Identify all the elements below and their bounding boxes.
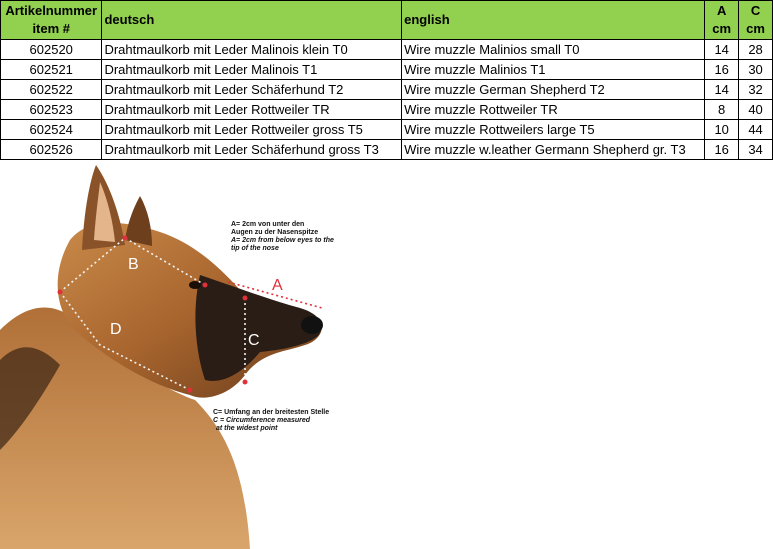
note-c-line1: C= Umfang an der breitesten Stelle bbox=[213, 409, 330, 416]
table-row bbox=[1, 40, 773, 60]
note-a-line4: tip of the nose bbox=[231, 245, 279, 252]
cell-german: Drahtmaulkorb mit Leder Schäferhund T2 bbox=[102, 80, 402, 100]
cell-english: Wire muzzle w.leather Germann Shepherd gr. T3 bbox=[402, 140, 705, 160]
cell-a: 14 bbox=[705, 80, 739, 100]
header-a-line1: A bbox=[716, 3, 727, 18]
cell-english: Wire muzzle Malinios small T0 bbox=[402, 40, 705, 60]
cell-german: Drahtmaulkorb mit Leder Rottweiler gross T5 bbox=[102, 120, 402, 140]
header-german: deutsch bbox=[102, 1, 402, 40]
header-a-line2: cm bbox=[712, 21, 732, 36]
size-table bbox=[0, 0, 773, 160]
note-a-line3: A= 2cm from below eyes to the bbox=[231, 237, 334, 244]
note-a-line1: A= 2cm von unter den bbox=[231, 221, 305, 228]
note-c bbox=[213, 409, 329, 433]
cell-c: 28 bbox=[739, 40, 773, 60]
label-c: C bbox=[248, 332, 260, 349]
table-row bbox=[1, 120, 773, 140]
cell-a: 16 bbox=[705, 140, 739, 160]
label-a: A bbox=[272, 277, 283, 294]
cell-a: 14 bbox=[705, 40, 739, 60]
cell-c: 30 bbox=[739, 60, 773, 80]
cell-item: 602522 bbox=[1, 80, 102, 100]
header-c-line2: cm bbox=[746, 21, 765, 36]
cell-c: 40 bbox=[739, 100, 773, 120]
header-c bbox=[739, 1, 773, 40]
cell-german: Drahtmaulkorb mit Leder Malinois klein T0 bbox=[102, 40, 402, 60]
cell-c: 44 bbox=[739, 120, 773, 140]
table-row bbox=[1, 140, 773, 160]
label-b: B bbox=[128, 256, 139, 273]
cell-english: Wire muzzle Rottweilers large T5 bbox=[402, 120, 705, 140]
note-a-line2: Augen zu der Nasenspitze bbox=[231, 229, 319, 236]
cell-c: 34 bbox=[739, 140, 773, 160]
header-english: english bbox=[402, 1, 705, 40]
cell-item: 602521 bbox=[1, 60, 102, 80]
cell-item: 602520 bbox=[1, 40, 102, 60]
header-c-line1: C bbox=[750, 3, 761, 18]
dog-nose bbox=[301, 316, 323, 334]
header-item-line1: Artikelnummer bbox=[5, 3, 98, 18]
cell-item: 602523 bbox=[1, 100, 102, 120]
cell-english: Wire muzzle Malinios T1 bbox=[402, 60, 705, 80]
cell-a: 16 bbox=[705, 60, 739, 80]
dog-measurement-photo bbox=[0, 160, 345, 549]
cell-english: Wire muzzle German Shepherd T2 bbox=[402, 80, 705, 100]
note-a bbox=[231, 221, 334, 253]
dog-ear-right bbox=[125, 196, 152, 246]
table-row bbox=[1, 80, 773, 100]
cell-item: 602526 bbox=[1, 140, 102, 160]
table-row bbox=[1, 60, 773, 80]
header-item-number bbox=[1, 1, 102, 40]
cell-item: 602524 bbox=[1, 120, 102, 140]
note-c-line2: C = Circumference measured bbox=[213, 417, 311, 424]
note-c-line3: at the widest point bbox=[216, 425, 278, 432]
cell-a: 8 bbox=[705, 100, 739, 120]
cell-german: Drahtmaulkorb mit Leder Schäferhund gross T3 bbox=[102, 140, 402, 160]
header-item-line2: item # bbox=[32, 21, 71, 36]
cell-a: 10 bbox=[705, 120, 739, 140]
table-row bbox=[1, 100, 773, 120]
cell-english: Wire muzzle Rottweiler TR bbox=[402, 100, 705, 120]
header-a bbox=[705, 1, 739, 40]
label-d: D bbox=[110, 321, 122, 338]
cell-c: 32 bbox=[739, 80, 773, 100]
table-header-row bbox=[1, 1, 773, 40]
cell-german: Drahtmaulkorb mit Leder Malinois T1 bbox=[102, 60, 402, 80]
cell-german: Drahtmaulkorb mit Leder Rottweiler TR bbox=[102, 100, 402, 120]
